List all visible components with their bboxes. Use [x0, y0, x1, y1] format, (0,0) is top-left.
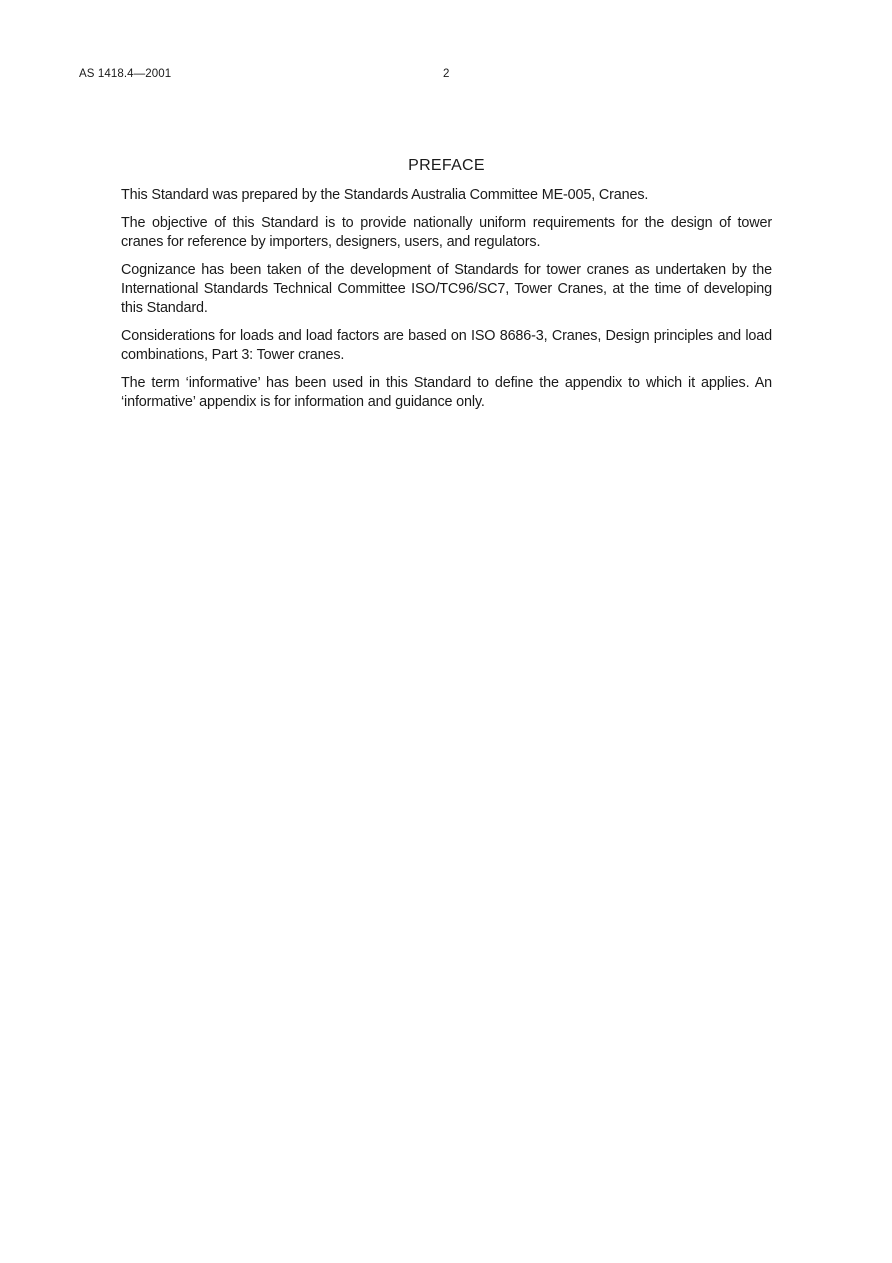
page-header	[79, 68, 813, 84]
preface-paragraph-loads: Considerations for loads and load factors are based on ISO 8686-3, Cranes, Design principles and load combinations, Part 3: Tower cranes.	[121, 328, 772, 363]
document-id: AS 1418.4—2001	[79, 68, 172, 80]
preface-paragraph-committee: This Standard was prepared by the Standards Australia Committee ME-005, Cranes.	[121, 187, 649, 203]
page-number: 2	[443, 68, 450, 80]
preface-paragraph-informative: The term ‘informative’ has been used in this Standard to define the appendix to which it applies. An ‘informative’ appendix is for information and guidance only.	[121, 375, 772, 410]
preface-title: PREFACE	[408, 157, 485, 174]
preface-body	[121, 186, 772, 421]
preface-paragraph-objective: The objective of this Standard is to provide nationally uniform requirements for the design of tower cranes for reference by importers, designers, users, and regulators.	[121, 215, 772, 250]
preface-paragraph-cognizance: Cognizance has been taken of the development of Standards for tower cranes as undertaken by the International Standards Technical Committee ISO/TC96/SC7, Tower Cranes, at the time of developing this Standard.	[121, 262, 772, 316]
